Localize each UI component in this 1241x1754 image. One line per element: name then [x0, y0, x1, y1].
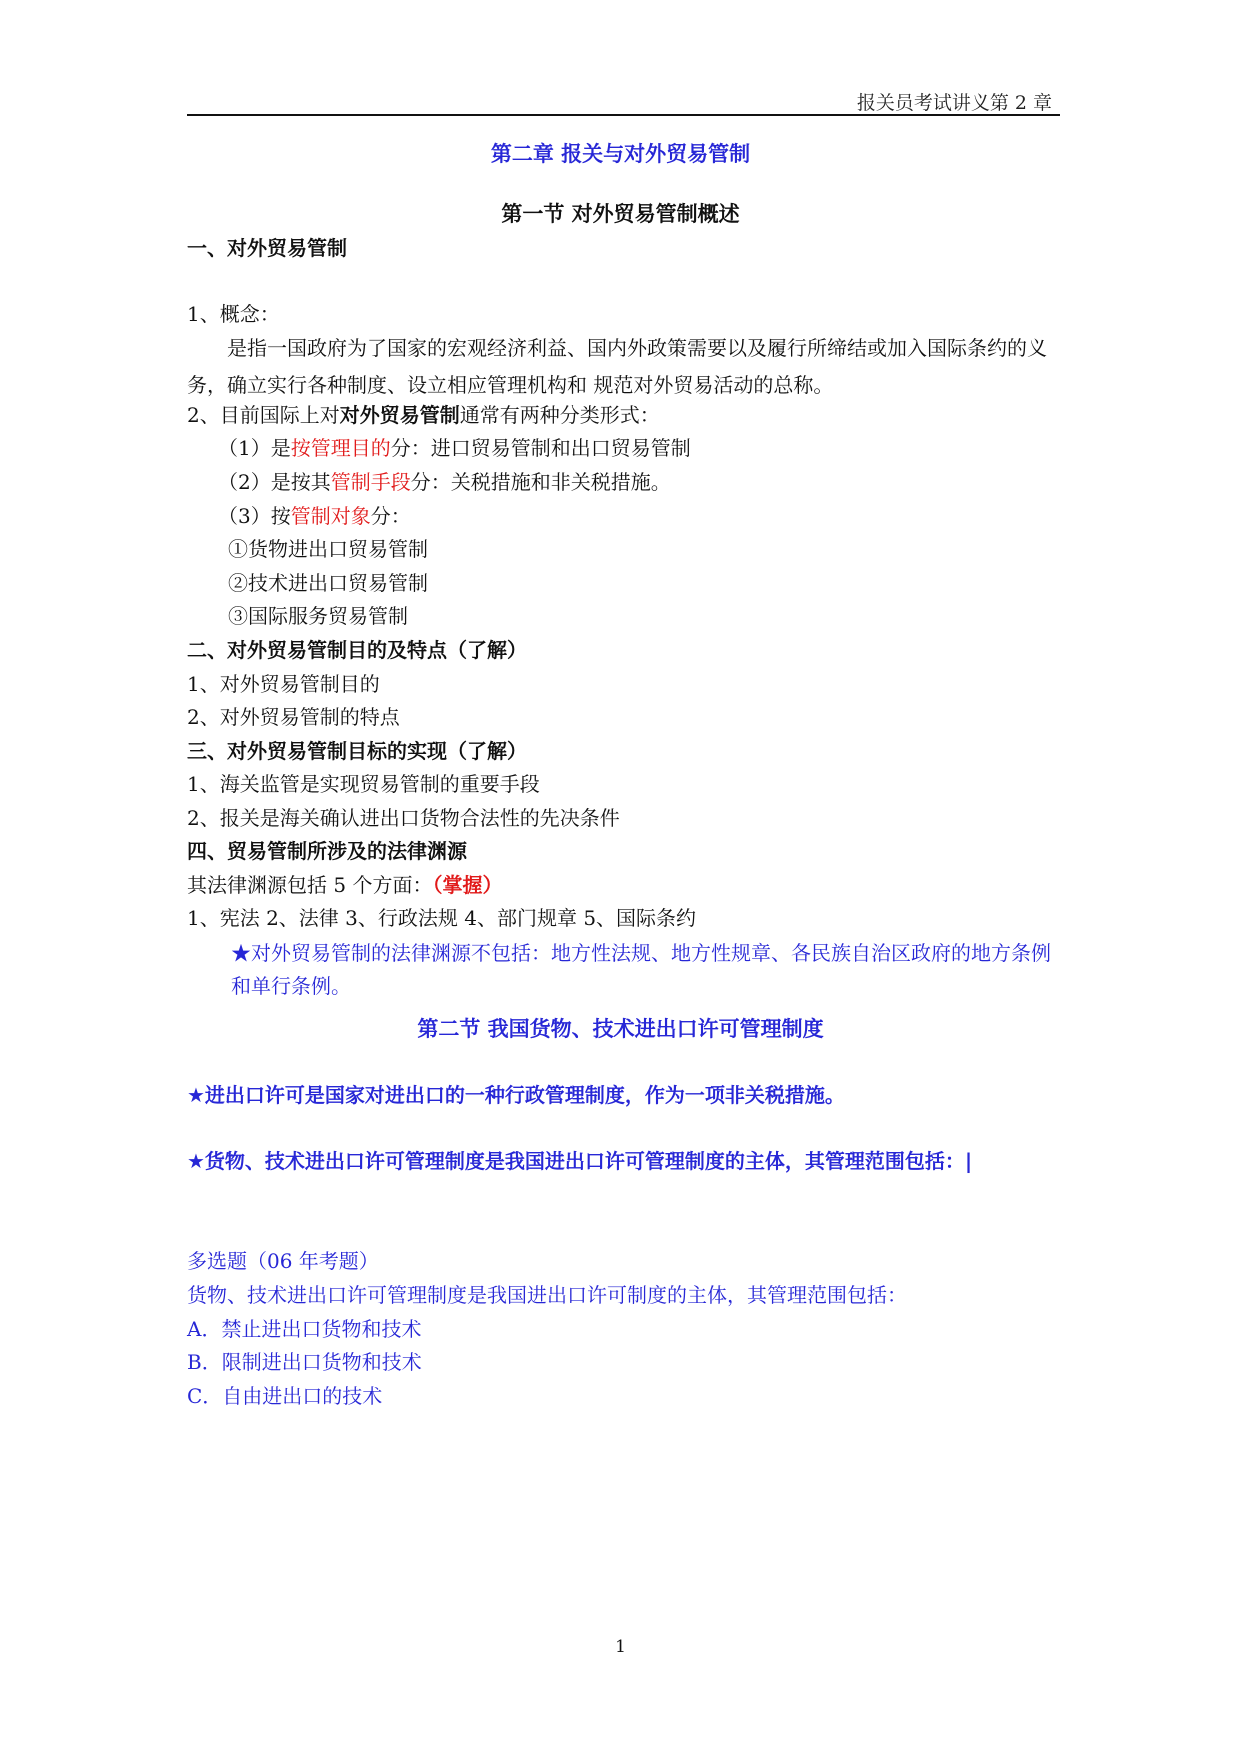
part1-heading: 一、对外贸易管制 [187, 236, 347, 260]
master-tag: （掌握） [432, 873, 503, 897]
list-item: 2、对外贸易管制的特点 [187, 705, 400, 729]
law-sources-list: 1、宪法 2、法律 3、行政法规 4、部门规章 5、国际条约 [187, 906, 697, 930]
sub-item: ②技术进出口贸易管制 [228, 571, 428, 595]
classify-line: 2、目前国际上对对外贸易管制通常有两种分类形式： [187, 403, 660, 427]
question-option: C．自由进出口的技术 [187, 1384, 383, 1408]
list-item: 2、报关是海关确认进出口货物合法性的先决条件 [187, 806, 620, 830]
concept-text: 是指一国政府为了国家的宏观经济利益、国内外政策需要以及履行所缔结或加入国际条约的义务，确立实行各种制度、设立相应管理机构和 规范对外贸易活动的总称。 [187, 336, 1047, 397]
question-option: A．禁止进出口货物和技术 [187, 1317, 422, 1341]
part2-heading: 二、对外贸易管制目的及特点（了解） [187, 638, 527, 662]
part3-heading: 三、对外贸易管制目标的实现（了解） [187, 739, 527, 763]
page-header [187, 84, 1060, 116]
key-point-2: ★货物、技术进出口许可管理制度是我国进出口许可管理制度的主体，其管理范围包括：| [187, 1149, 973, 1173]
concept-label: 1、概念： [187, 302, 280, 326]
question-label: 多选题（06 年考题） [187, 1249, 379, 1273]
section2-title: 第二节 我国货物、技术进出口许可管理制度 [417, 1017, 824, 1041]
chapter-title: 第二章 报关与对外贸易管制 [490, 142, 751, 166]
sub-item: ③国际服务贸易管制 [228, 604, 408, 628]
question-option: B．限制进出口货物和技术 [187, 1350, 422, 1374]
page-number: 1 [615, 1637, 626, 1657]
sub-item: ①货物进出口贸易管制 [228, 537, 428, 561]
part4-heading: 四、贸易管制所涉及的法律渊源 [187, 839, 467, 863]
law-sources-note: ★对外贸易管制的法律渊源不包括：地方性法规、地方性规章、各民族自治区政府的地方条例和单行条例。 [231, 941, 1051, 998]
list-item: 1、海关监管是实现贸易管制的重要手段 [187, 772, 540, 796]
list-item: 1、对外贸易管制目的 [187, 672, 380, 696]
law-sources-intro: 其法律渊源包括 5 个方面：（掌握） [187, 873, 503, 897]
classify-item-3: （3）按管制对象分： [218, 504, 411, 528]
running-title: 报关员考试讲义第 2 章 [856, 92, 1052, 114]
classify-item-1: （1）是按管理目的分：进口贸易管制和出口贸易管制 [218, 436, 691, 460]
section1-title: 第一节 对外贸易管制概述 [501, 202, 740, 226]
key-point-1: ★进出口许可是国家对进出口的一种行政管理制度，作为一项非关税措施。 [187, 1083, 845, 1107]
classify-item-2: （2）是按其管制手段分：关税措施和非关税措施。 [218, 470, 671, 494]
question-stem: 货物、技术进出口许可管理制度是我国进出口许可制度的主体，其管理范围包括： [187, 1283, 907, 1307]
